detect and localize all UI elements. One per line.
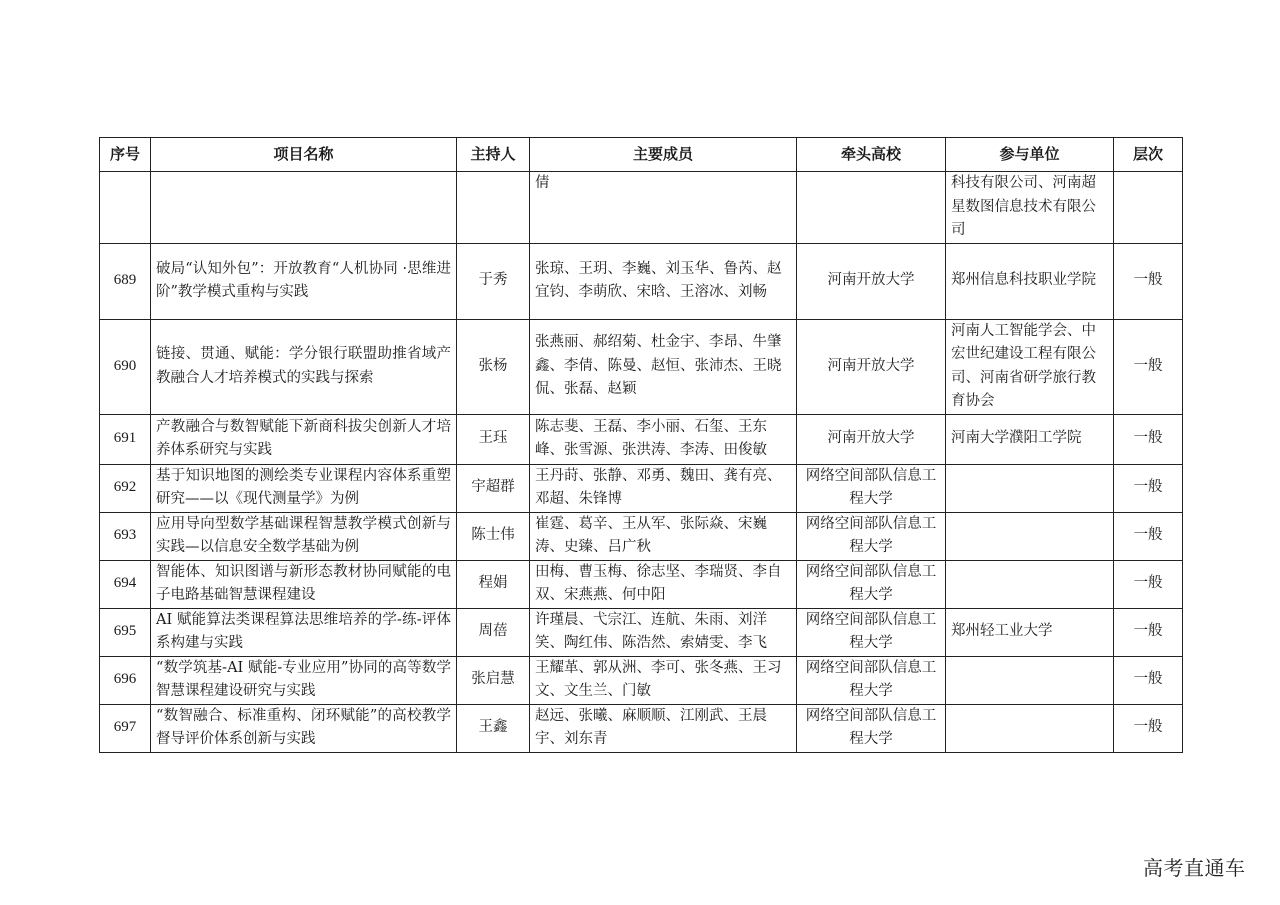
table-row: [100, 512, 1183, 560]
header-level: 层次: [1114, 138, 1183, 172]
level-cell: 一般: [1114, 656, 1183, 704]
lead-university-cell: 网络空间部队信息工程大学: [797, 656, 946, 704]
lead-university-cell: 网络空间部队信息工程大学: [797, 608, 946, 656]
table-row: [100, 319, 1183, 414]
participating-units-cell: 郑州信息科技职业学院: [946, 243, 1114, 319]
lead-university-cell: 网络空间部队信息工程大学: [797, 704, 946, 752]
members-cell: 王耀革、郭从洲、李可、张冬燕、王习文、文生兰、门敏: [530, 656, 797, 704]
lead-university-cell: 河南开放大学: [797, 243, 946, 319]
level-cell: 一般: [1114, 319, 1183, 414]
level-cell: 一般: [1114, 560, 1183, 608]
members-cell: 王丹莳、张静、邓勇、魏田、龚有亮、邓超、朱锋博: [530, 464, 797, 512]
participating-units-cell: [946, 704, 1114, 752]
members-cell: 田梅、曹玉梅、徐志坚、李瑞贤、李自双、宋燕燕、何中阳: [530, 560, 797, 608]
participating-units-cell: 河南大学濮阳工学院: [946, 414, 1114, 464]
header-main-members: 主要成员: [530, 138, 797, 172]
table-row: [100, 243, 1183, 319]
header-lead-university: 牵头高校: [797, 138, 946, 172]
table-row: [100, 560, 1183, 608]
host-cell: 于秀: [457, 243, 530, 319]
level-cell: 一般: [1114, 608, 1183, 656]
serial-number-cell: 697: [100, 704, 151, 752]
host-cell: [457, 172, 530, 244]
lead-university-cell: 河南开放大学: [797, 414, 946, 464]
host-cell: 程娟: [457, 560, 530, 608]
header-serial-number: 序号: [100, 138, 151, 172]
participating-units-cell: [946, 512, 1114, 560]
level-cell: 一般: [1114, 512, 1183, 560]
members-cell: 许瑾晨、弋宗江、连航、朱雨、刘洋笑、陶红伟、陈浩然、索婧雯、李飞: [530, 608, 797, 656]
table-row: [100, 414, 1183, 464]
participating-units-cell: [946, 464, 1114, 512]
serial-number-cell: 694: [100, 560, 151, 608]
host-cell: 周蓓: [457, 608, 530, 656]
table-row: [100, 656, 1183, 704]
participating-units-cell: 郑州轻工业大学: [946, 608, 1114, 656]
serial-number-cell: 692: [100, 464, 151, 512]
lead-university-cell: 网络空间部队信息工程大学: [797, 512, 946, 560]
serial-number-cell: 696: [100, 656, 151, 704]
host-cell: 王鑫: [457, 704, 530, 752]
members-cell: 张琼、王玥、李巍、刘玉华、鲁芮、赵宜钧、李萌欣、宋晗、王溶冰、刘畅: [530, 243, 797, 319]
host-cell: 张启慧: [457, 656, 530, 704]
table-row: [100, 464, 1183, 512]
level-cell: 一般: [1114, 243, 1183, 319]
lead-university-cell: 网络空间部队信息工程大学: [797, 560, 946, 608]
project-name-cell: [151, 172, 457, 244]
members-cell: 陈志斐、王磊、李小丽、石玺、王东峰、张雪源、张洪涛、李涛、田俊敏: [530, 414, 797, 464]
project-name-cell: 破局“认知外包”：开放教育“人机协同 ·思维进阶”教学模式重构与实践: [151, 243, 457, 319]
host-cell: 王珏: [457, 414, 530, 464]
table-row: [100, 172, 1183, 244]
lead-university-cell: [797, 172, 946, 244]
participating-units-cell: [946, 560, 1114, 608]
project-name-cell: “数智融合、标准重构、闭环赋能”的高校教学督导评价体系创新与实践: [151, 704, 457, 752]
serial-number-cell: 691: [100, 414, 151, 464]
host-cell: 陈士伟: [457, 512, 530, 560]
project-list-table: [99, 137, 1183, 753]
lead-university-cell: 河南开放大学: [797, 319, 946, 414]
serial-number-cell: 689: [100, 243, 151, 319]
project-name-cell: 基于知识地图的测绘类专业课程内容体系重塑研究——以《现代测量学》为例: [151, 464, 457, 512]
serial-number-cell: 693: [100, 512, 151, 560]
project-name-cell: 智能体、知识图谱与新形态教材协同赋能的电子电路基础智慧课程建设: [151, 560, 457, 608]
serial-number-cell: 690: [100, 319, 151, 414]
watermark-text: 高考直通车: [1143, 856, 1246, 880]
header-host: 主持人: [457, 138, 530, 172]
table-header-row: [100, 138, 1183, 172]
project-name-cell: 应用导向型数学基础课程智慧教学模式创新与实践—以信息安全数学基础为例: [151, 512, 457, 560]
project-name-cell: 链接、贯通、赋能：学分银行联盟助推省域产教融合人才培养模式的实践与探索: [151, 319, 457, 414]
level-cell: 一般: [1114, 464, 1183, 512]
table-row: [100, 608, 1183, 656]
lead-university-cell: 网络空间部队信息工程大学: [797, 464, 946, 512]
header-participating-units: 参与单位: [946, 138, 1114, 172]
participating-units-cell: 河南人工智能学会、中宏世纪建设工程有限公司、河南省研学旅行教育协会: [946, 319, 1114, 414]
serial-number-cell: [100, 172, 151, 244]
table-row: [100, 704, 1183, 752]
project-name-cell: 产教融合与数智赋能下新商科拔尖创新人才培养体系研究与实践: [151, 414, 457, 464]
participating-units-cell: [946, 656, 1114, 704]
members-cell: 倩: [530, 172, 797, 244]
serial-number-cell: 695: [100, 608, 151, 656]
members-cell: 崔霆、葛辛、王从军、张际焱、宋巍涛、史臻、吕广秋: [530, 512, 797, 560]
level-cell: 一般: [1114, 414, 1183, 464]
project-name-cell: “数学筑基-AI 赋能-专业应用”协同的高等数学智慧课程建设研究与实践: [151, 656, 457, 704]
members-cell: 赵远、张曦、麻顺顺、江刚武、王晨宇、刘东青: [530, 704, 797, 752]
header-project-name: 项目名称: [151, 138, 457, 172]
host-cell: 张杨: [457, 319, 530, 414]
members-cell: 张燕丽、郝绍菊、杜金宇、李昂、牛肇鑫、李倩、陈曼、赵恒、张沛杰、王晓侃、张磊、赵颖: [530, 319, 797, 414]
level-cell: [1114, 172, 1183, 244]
project-name-cell: AI 赋能算法类课程算法思维培养的学-练-评体系构建与实践: [151, 608, 457, 656]
participating-units-cell: 科技有限公司、河南超星数图信息技术有限公司: [946, 172, 1114, 244]
level-cell: 一般: [1114, 704, 1183, 752]
host-cell: 宇超群: [457, 464, 530, 512]
